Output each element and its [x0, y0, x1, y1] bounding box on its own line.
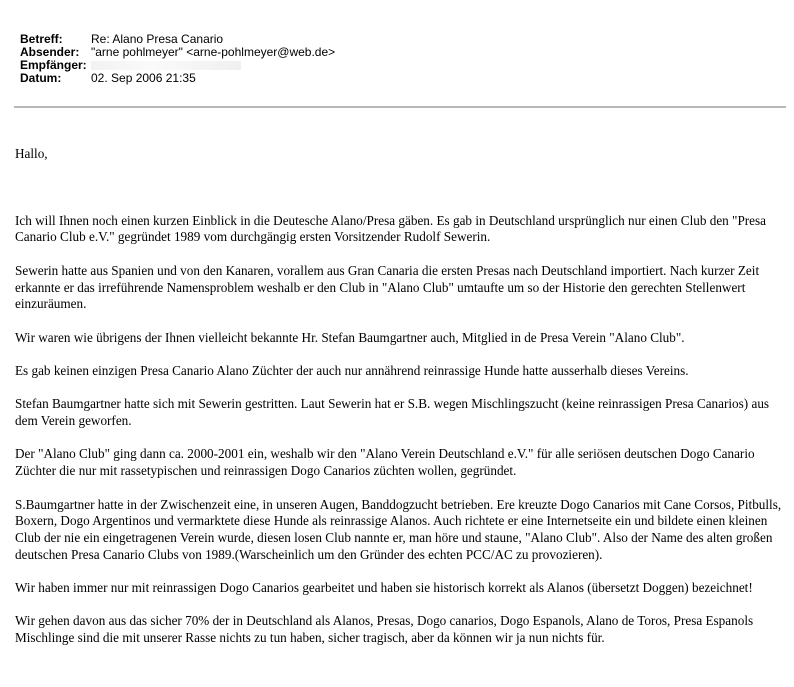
body-paragraph: Wir haben immer nur mit reinrassigen Dogo Canarios gearbeitet und haben sie historisch korrekt als Alanos (übersetzt Doggen) bezeichnet!	[15, 580, 753, 596]
email-body	[15, 146, 790, 664]
body-paragraph: Wir gehen davon aus das sicher 70% der in Deutschland als Alanos, Presas, Dogo canarios, Dogo Espanols, Alano de Toros, Presa Espanols Mischlinge sind die mit unserer Rasse nichts zu tun haben, sicher tragisch, aber da können wir ja nun nichts für.	[15, 613, 754, 646]
greeting: Hallo,	[15, 146, 48, 161]
date-label: Datum:	[20, 71, 62, 85]
subject-value: Re: Alano Presa Canario	[91, 32, 224, 46]
header-divider	[14, 106, 786, 108]
date-row	[20, 72, 335, 85]
subject-label: Betreff:	[20, 32, 63, 46]
redaction-bar	[91, 61, 241, 70]
recipient-label: Empfänger:	[20, 58, 87, 72]
date-value: 02. Sep 2006 21:35	[91, 71, 196, 85]
sender-label: Absender:	[20, 45, 80, 59]
body-paragraph: Sewerin hatte aus Spanien und von den Kanaren, vorallem aus Gran Canaria die ersten Presas nach Deutschland importiert. Nach kurzer Zeit erkannte er das irreführende Namensproblem weshalb er den Club in "Alano Club" umtaufte um so der Historie den gerechten Stellenwert einzuräumen.	[15, 262, 760, 312]
body-paragraph: S.Baumgartner hatte in der Zwischenzeit eine, in unseren Augen, Banddogzucht betrieben. Ere kreuzte Dogo Canarios mit Cane Corsos, Pitbulls, Boxern, Dogo Argentinos und vermarktete diese Hunde als reinrassige Alanos. Auch richtete er eine Internetseite ein und bildete einen kleinen Club der nie ein eingetragenen Verein wurde, diesen losen Club nannte er, man höre und staune, "Alano Club". Also der Name des alten großen deutschen Presa Canario Clubs von 1989.(Warscheinlich um den Gründer des echten PCC/AC zu provozieren).	[15, 496, 782, 562]
email-header	[20, 33, 335, 85]
body-paragraph: Wir waren wie übrigens der Ihnen vielleicht bekannte Hr. Stefan Baumgartner auch, Mitglied in de Presa Verein "Alano Club".	[15, 329, 685, 345]
sender-value: "arne pohlmeyer" <arne-pohlmeyer@web.de>	[91, 45, 336, 59]
body-paragraph: Der "Alano Club" ging dann ca. 2000-2001 ein, weshalb wir den "Alano Verein Deutschland e.V." für alle seriösen deutschen Dogo Canario Züchter die nur mit rassetypischen und reinrassigen Dogo Canarios züchten wollen, gegründet.	[15, 446, 755, 479]
body-paragraph: Ich will Ihnen noch einen kurzen Einblick in die Deutesche Alano/Presa gäben. Es gab in Deutschland ursprünglich nur einen Club den "Presa Canario Club e.V." gegründet 1989 vom durchgängig ersten Vorsitzender Rudolf Sewerin.	[15, 212, 767, 245]
body-paragraph: Stefan Baumgartner hatte sich mit Sewerin gestritten. Laut Sewerin hat er S.B. wegen Mischlingszucht (keine reinrassigen Presa Canarios) aus dem Verein geworfen.	[15, 396, 770, 429]
body-paragraph: Es gab keinen einzigen Presa Canario Alano Züchter der auch nur annährend reinrassige Hunde hatte ausserhalb dieses Vereins.	[15, 362, 689, 378]
